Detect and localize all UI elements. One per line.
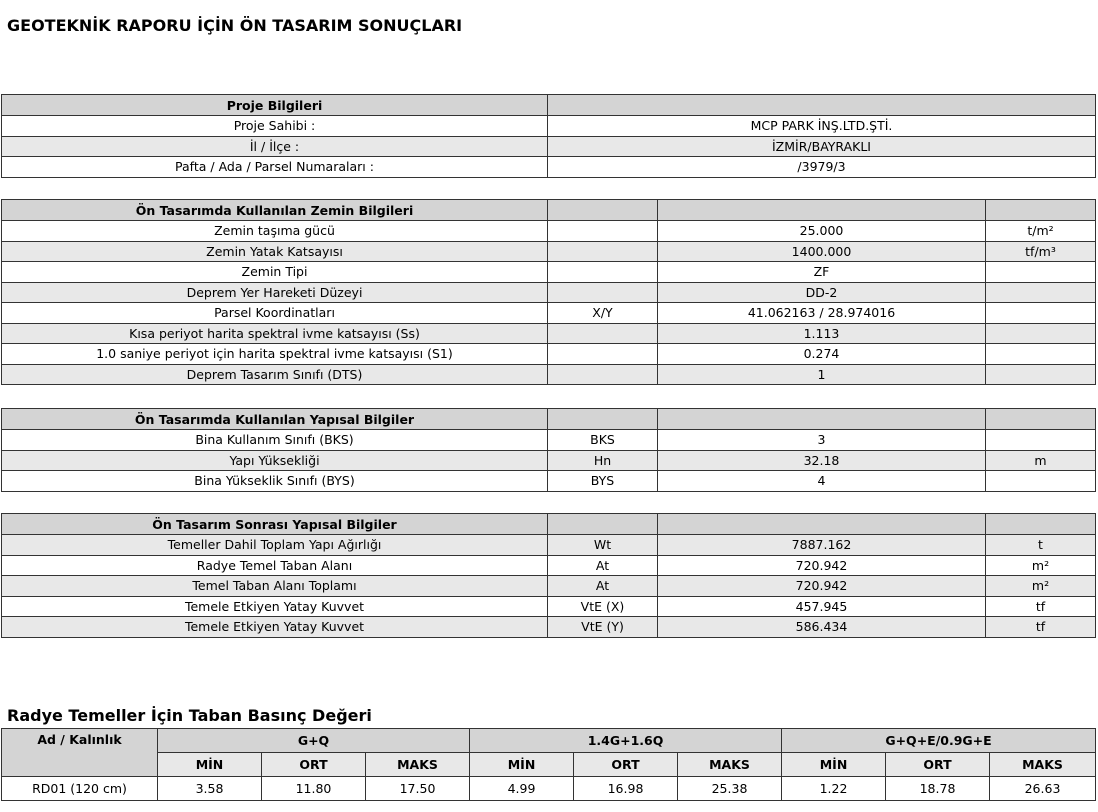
table-row bbox=[2, 471, 1096, 492]
row-label: Bina Yükseklik Sınıfı (BYS) bbox=[2, 471, 548, 492]
table-header-row bbox=[2, 514, 1096, 535]
value-cell: 4.99 bbox=[470, 777, 574, 801]
row-symbol: At bbox=[548, 576, 658, 597]
table-row bbox=[2, 116, 1096, 137]
row-unit: m bbox=[986, 450, 1096, 471]
row-symbol bbox=[548, 262, 658, 283]
table-row bbox=[2, 450, 1096, 471]
table-row bbox=[2, 596, 1096, 617]
section-header: Ön Tasarımda Kullanılan Zemin Bilgileri bbox=[2, 200, 548, 221]
row-label: Pafta / Ada / Parsel Numaraları : bbox=[2, 157, 548, 178]
row-symbol: At bbox=[548, 555, 658, 576]
soil-info-table bbox=[1, 199, 1096, 385]
table-row bbox=[2, 303, 1096, 324]
row-symbol: BKS bbox=[548, 430, 658, 451]
row-label: Zemin Yatak Katsayısı bbox=[2, 241, 548, 262]
value-cell: 1.22 bbox=[782, 777, 886, 801]
avg-header: ORT bbox=[574, 753, 678, 777]
row-value: 32.18 bbox=[658, 450, 986, 471]
min-header: MİN bbox=[470, 753, 574, 777]
row-unit bbox=[986, 344, 1096, 365]
value-cell: 11.80 bbox=[262, 777, 366, 801]
name-column-header: Ad / Kalınlık bbox=[2, 729, 158, 777]
row-label: Zemin taşıma gücü bbox=[2, 221, 548, 242]
table-row bbox=[2, 241, 1096, 262]
row-value: 1400.000 bbox=[658, 241, 986, 262]
row-label: Temele Etkiyen Yatay Kuvvet bbox=[2, 596, 548, 617]
row-value: 1.113 bbox=[658, 323, 986, 344]
row-unit bbox=[986, 282, 1096, 303]
row-unit bbox=[986, 323, 1096, 344]
table-header-row bbox=[2, 95, 1096, 116]
row-label: Temeller Dahil Toplam Yapı Ağırlığı bbox=[2, 535, 548, 556]
row-unit bbox=[986, 303, 1096, 324]
row-value: 457.945 bbox=[658, 596, 986, 617]
structural-info-table bbox=[1, 408, 1096, 492]
row-symbol bbox=[548, 323, 658, 344]
row-symbol: X/Y bbox=[548, 303, 658, 324]
value-cell: 26.63 bbox=[990, 777, 1096, 801]
base-pressure-table bbox=[1, 728, 1096, 801]
row-label: Temel Taban Alanı Toplamı bbox=[2, 576, 548, 597]
value-cell: 17.50 bbox=[366, 777, 470, 801]
table-row bbox=[2, 576, 1096, 597]
max-header: MAKS bbox=[990, 753, 1096, 777]
value-cell: 16.98 bbox=[574, 777, 678, 801]
section-header: Ön Tasarım Sonrası Yapısal Bilgiler bbox=[2, 514, 548, 535]
row-unit: m² bbox=[986, 576, 1096, 597]
section-header: Ön Tasarımda Kullanılan Yapısal Bilgiler bbox=[2, 409, 548, 430]
row-symbol bbox=[548, 241, 658, 262]
value-cell: 25.38 bbox=[678, 777, 782, 801]
table-row bbox=[2, 617, 1096, 638]
section-header: Proje Bilgileri bbox=[2, 95, 548, 116]
row-value: 3 bbox=[658, 430, 986, 451]
table-row bbox=[2, 555, 1096, 576]
row-value: 586.434 bbox=[658, 617, 986, 638]
table-row bbox=[2, 282, 1096, 303]
row-unit bbox=[986, 262, 1096, 283]
row-unit: tf bbox=[986, 596, 1096, 617]
row-value: 720.942 bbox=[658, 555, 986, 576]
row-label: 1.0 saniye periyot için harita spektral ivme katsayısı (S1) bbox=[2, 344, 548, 365]
table-row bbox=[2, 221, 1096, 242]
row-symbol: VtE (X) bbox=[548, 596, 658, 617]
row-value: 41.062163 / 28.974016 bbox=[658, 303, 986, 324]
table-row bbox=[2, 136, 1096, 157]
row-label: İl / İlçe : bbox=[2, 136, 548, 157]
max-header: MAKS bbox=[678, 753, 782, 777]
group-header-gq: G+Q bbox=[158, 729, 470, 753]
row-label: Deprem Yer Hareketi Düzeyi bbox=[2, 282, 548, 303]
min-header: MİN bbox=[782, 753, 886, 777]
post-design-table bbox=[1, 513, 1096, 638]
table-row bbox=[2, 364, 1096, 385]
row-label: Yapı Yüksekliği bbox=[2, 450, 548, 471]
value-cell: 18.78 bbox=[886, 777, 990, 801]
row-label: Parsel Koordinatları bbox=[2, 303, 548, 324]
row-value: 7887.162 bbox=[658, 535, 986, 556]
row-unit: m² bbox=[986, 555, 1096, 576]
row-value: /3979/3 bbox=[548, 157, 1096, 178]
row-unit: tf bbox=[986, 617, 1096, 638]
row-label: Kısa periyot harita spektral ivme katsayısı (Ss) bbox=[2, 323, 548, 344]
row-unit: tf/m³ bbox=[986, 241, 1096, 262]
row-value: 1 bbox=[658, 364, 986, 385]
row-value: DD-2 bbox=[658, 282, 986, 303]
row-value: 25.000 bbox=[658, 221, 986, 242]
row-symbol: VtE (Y) bbox=[548, 617, 658, 638]
row-unit: t/m² bbox=[986, 221, 1096, 242]
row-unit bbox=[986, 471, 1096, 492]
table-row bbox=[2, 430, 1096, 451]
row-label: Deprem Tasarım Sınıfı (DTS) bbox=[2, 364, 548, 385]
pressure-section-title: Radye Temeller İçin Taban Basınç Değeri bbox=[7, 706, 372, 725]
page-title: GEOTEKNİK RAPORU İÇİN ÖN TASARIM SONUÇLARI bbox=[7, 16, 463, 35]
row-value: İZMİR/BAYRAKLI bbox=[548, 136, 1096, 157]
row-label: Bina Kullanım Sınıfı (BKS) bbox=[2, 430, 548, 451]
avg-header: ORT bbox=[262, 753, 366, 777]
row-unit: t bbox=[986, 535, 1096, 556]
row-unit bbox=[986, 364, 1096, 385]
table-header-row bbox=[2, 409, 1096, 430]
table-row bbox=[2, 344, 1096, 365]
row-symbol bbox=[548, 364, 658, 385]
table-row bbox=[2, 157, 1096, 178]
project-info-table bbox=[1, 94, 1096, 178]
max-header: MAKS bbox=[366, 753, 470, 777]
row-symbol: BYS bbox=[548, 471, 658, 492]
min-header: MİN bbox=[158, 753, 262, 777]
row-label: RD01 (120 cm) bbox=[2, 777, 158, 801]
row-symbol bbox=[548, 344, 658, 365]
table-row bbox=[2, 535, 1096, 556]
row-value: MCP PARK İNŞ.LTD.ŞTİ. bbox=[548, 116, 1096, 137]
row-symbol: Hn bbox=[548, 450, 658, 471]
group-header-seismic: G+Q+E/0.9G+E bbox=[782, 729, 1096, 753]
row-label: Proje Sahibi : bbox=[2, 116, 548, 137]
row-symbol bbox=[548, 221, 658, 242]
row-value: 720.942 bbox=[658, 576, 986, 597]
avg-header: ORT bbox=[886, 753, 990, 777]
row-value: 4 bbox=[658, 471, 986, 492]
row-label: Temele Etkiyen Yatay Kuvvet bbox=[2, 617, 548, 638]
row-symbol: Wt bbox=[548, 535, 658, 556]
table-row bbox=[2, 777, 1096, 801]
subheader-row bbox=[2, 753, 1096, 777]
group-header-14g16q: 1.4G+1.6Q bbox=[470, 729, 782, 753]
row-label: Zemin Tipi bbox=[2, 262, 548, 283]
table-row bbox=[2, 323, 1096, 344]
row-symbol bbox=[548, 282, 658, 303]
table-header-row bbox=[2, 200, 1096, 221]
row-value: ZF bbox=[658, 262, 986, 283]
value-cell: 3.58 bbox=[158, 777, 262, 801]
table-row bbox=[2, 262, 1096, 283]
row-label: Radye Temel Taban Alanı bbox=[2, 555, 548, 576]
row-value: 0.274 bbox=[658, 344, 986, 365]
row-unit bbox=[986, 430, 1096, 451]
